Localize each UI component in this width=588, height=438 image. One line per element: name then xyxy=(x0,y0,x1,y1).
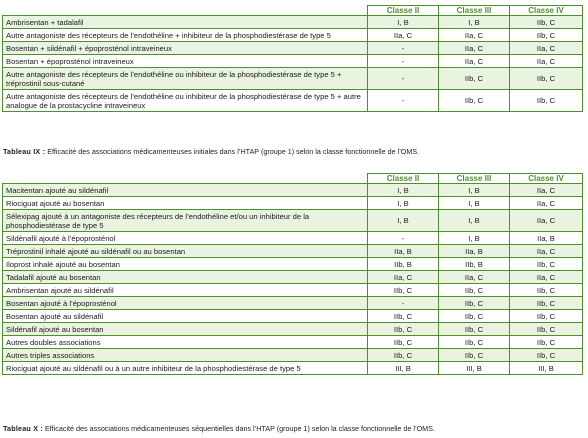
row-label: Bosentan ajouté à l’époprosténol xyxy=(3,297,368,310)
initial-combinations-table xyxy=(2,5,583,112)
table-row xyxy=(3,55,583,68)
cell-classe-iii: IIa, C xyxy=(439,42,510,55)
cell-classe-iv: IIb, C xyxy=(510,90,583,112)
cell-classe-ii: III, B xyxy=(368,362,439,375)
cell-classe-ii: I, B xyxy=(368,16,439,29)
cell-classe-iii: IIb, C xyxy=(439,349,510,362)
cell-classe-iii: I, B xyxy=(439,210,510,232)
caption-label: Tableau X : xyxy=(3,424,44,433)
cell-classe-iii: IIb, B xyxy=(439,258,510,271)
table-ix-caption xyxy=(3,147,419,156)
caption-text: Efficacité des associations médicamenteuses séquentielles dans l’HTAP (groupe 1) selon la classe fonctionnelle de l’OMS. xyxy=(45,424,435,433)
cell-classe-iv: IIa, C xyxy=(510,184,583,197)
cell-classe-ii: I, B xyxy=(368,197,439,210)
cell-classe-ii: I, B xyxy=(368,184,439,197)
header-classe-ii: Classe II xyxy=(368,6,439,16)
cell-classe-ii: I, B xyxy=(368,210,439,232)
table-row xyxy=(3,197,583,210)
row-label: Autre antagoniste des récepteurs de l’endothéline ou inhibiteur de la phosphodiestérase de type 5 + tréprostinil sous-cutané xyxy=(3,68,368,90)
table-row xyxy=(3,336,583,349)
row-label: Riociguat ajouté au sildénafil ou à un autre inhibiteur de la phosphodiestérase de type 5 xyxy=(3,362,368,375)
row-label: Riociguat ajouté au bosentan xyxy=(3,197,368,210)
cell-classe-ii: IIb, C xyxy=(368,349,439,362)
row-label: Macitentan ajouté au sildénafil xyxy=(3,184,368,197)
table-row xyxy=(3,284,583,297)
table1-header-row xyxy=(3,6,583,16)
cell-classe-iv: IIa, B xyxy=(510,232,583,245)
cell-classe-ii: IIa, B xyxy=(368,245,439,258)
cell-classe-ii: IIa, C xyxy=(368,271,439,284)
table-row xyxy=(3,16,583,29)
row-label: Ambrisentan ajouté au sildénafil xyxy=(3,284,368,297)
cell-classe-ii: - xyxy=(368,55,439,68)
cell-classe-iv: IIb, C xyxy=(510,297,583,310)
cell-classe-ii: - xyxy=(368,42,439,55)
table-x-caption xyxy=(3,424,435,433)
row-label: Ambrisentan + tadalafil xyxy=(3,16,368,29)
header-classe-iv: Classe IV xyxy=(510,174,583,184)
caption-label: Tableau IX : xyxy=(3,147,46,156)
cell-classe-ii: - xyxy=(368,90,439,112)
header-blank-cell xyxy=(3,6,368,16)
row-label: Autre antagoniste des récepteurs de l’endothéline + inhibiteur de la phosphodiestérase de type 5 xyxy=(3,29,368,42)
cell-classe-iv: IIb, C xyxy=(510,258,583,271)
cell-classe-ii: - xyxy=(368,232,439,245)
cell-classe-iv: IIb, C xyxy=(510,323,583,336)
table-row xyxy=(3,42,583,55)
sequential-combinations-table xyxy=(2,173,583,375)
cell-classe-iii: I, B xyxy=(439,197,510,210)
cell-classe-iii: IIb, C xyxy=(439,323,510,336)
cell-classe-ii: - xyxy=(368,68,439,90)
row-label: Iloprost inhalé ajouté au bosentan xyxy=(3,258,368,271)
cell-classe-ii: IIb, B xyxy=(368,258,439,271)
cell-classe-iv: IIb, C xyxy=(510,16,583,29)
table-row xyxy=(3,297,583,310)
table1-body xyxy=(3,6,583,112)
row-label: Bosentan + sildénafil + époprosténol intraveineux xyxy=(3,42,368,55)
cell-classe-iii: IIb, C xyxy=(439,310,510,323)
table-row xyxy=(3,29,583,42)
cell-classe-ii: - xyxy=(368,297,439,310)
cell-classe-iii: IIa, C xyxy=(439,271,510,284)
cell-classe-iv: IIa, C xyxy=(510,210,583,232)
caption-text: Efficacité des associations médicamenteuses initiales dans l’HTAP (groupe 1) selon la classe fonctionnelle de l’OMS. xyxy=(47,147,420,156)
cell-classe-iv: IIa, C xyxy=(510,245,583,258)
table2-body xyxy=(3,174,583,375)
table-row xyxy=(3,90,583,112)
cell-classe-iii: IIb, C xyxy=(439,90,510,112)
cell-classe-ii: IIa, C xyxy=(368,29,439,42)
table-row xyxy=(3,349,583,362)
row-label: Bosentan + époprosténol intraveineux xyxy=(3,55,368,68)
cell-classe-iv: IIb, C xyxy=(510,349,583,362)
table-row xyxy=(3,258,583,271)
cell-classe-iv: III, B xyxy=(510,362,583,375)
cell-classe-iii: IIa, C xyxy=(439,55,510,68)
cell-classe-iv: IIb, C xyxy=(510,29,583,42)
cell-classe-iv: IIa, C xyxy=(510,42,583,55)
table2-header-row xyxy=(3,174,583,184)
table-row xyxy=(3,68,583,90)
cell-classe-iv: IIb, C xyxy=(510,284,583,297)
cell-classe-iv: IIa, C xyxy=(510,55,583,68)
cell-classe-iii: IIb, C xyxy=(439,68,510,90)
cell-classe-iii: IIa, C xyxy=(439,29,510,42)
header-classe-iii: Classe III xyxy=(439,6,510,16)
table-row xyxy=(3,271,583,284)
cell-classe-iii: I, B xyxy=(439,16,510,29)
row-label: Tréprostinil inhalé ajouté au sildénafil ou au bosentan xyxy=(3,245,368,258)
row-label: Autres doubles associations xyxy=(3,336,368,349)
cell-classe-iv: IIa, C xyxy=(510,197,583,210)
table-row xyxy=(3,310,583,323)
header-classe-ii: Classe II xyxy=(368,174,439,184)
cell-classe-iii: IIb, C xyxy=(439,284,510,297)
cell-classe-ii: IIb, C xyxy=(368,284,439,297)
row-label: Bosentan ajouté au sildénafil xyxy=(3,310,368,323)
table-row xyxy=(3,210,583,232)
row-label: Sildénafil ajouté à l’époprosténol xyxy=(3,232,368,245)
header-classe-iv: Classe IV xyxy=(510,6,583,16)
cell-classe-iii: IIb, C xyxy=(439,297,510,310)
row-label: Sildénafil ajouté au bosentan xyxy=(3,323,368,336)
cell-classe-ii: IIb, C xyxy=(368,336,439,349)
cell-classe-iii: III, B xyxy=(439,362,510,375)
cell-classe-iii: I, B xyxy=(439,184,510,197)
cell-classe-iii: IIb, C xyxy=(439,336,510,349)
cell-classe-iii: IIa, B xyxy=(439,245,510,258)
row-label: Autre antagoniste des récepteurs de l’endothéline ou inhibiteur de la phosphodiestérase de type 5 + autre analogue de la prostacycline intraveineux xyxy=(3,90,368,112)
cell-classe-iv: IIa, C xyxy=(510,271,583,284)
row-label: Sélexipag ajouté à un antagoniste des récepteurs de l’endothéline et/ou un inhibiteur de la phosphodiestérase de type 5 xyxy=(3,210,368,232)
table-row xyxy=(3,184,583,197)
row-label: Tadalafil ajouté au bosentan xyxy=(3,271,368,284)
table-row xyxy=(3,232,583,245)
row-label: Autres triples associations xyxy=(3,349,368,362)
cell-classe-iv: IIb, C xyxy=(510,336,583,349)
table-row xyxy=(3,362,583,375)
header-classe-iii: Classe III xyxy=(439,174,510,184)
cell-classe-ii: IIb, C xyxy=(368,323,439,336)
cell-classe-iii: I, B xyxy=(439,232,510,245)
cell-classe-iv: IIb, C xyxy=(510,310,583,323)
cell-classe-ii: IIb, C xyxy=(368,310,439,323)
cell-classe-iv: IIb, C xyxy=(510,68,583,90)
table-row xyxy=(3,245,583,258)
table-row xyxy=(3,323,583,336)
header-blank-cell xyxy=(3,174,368,184)
